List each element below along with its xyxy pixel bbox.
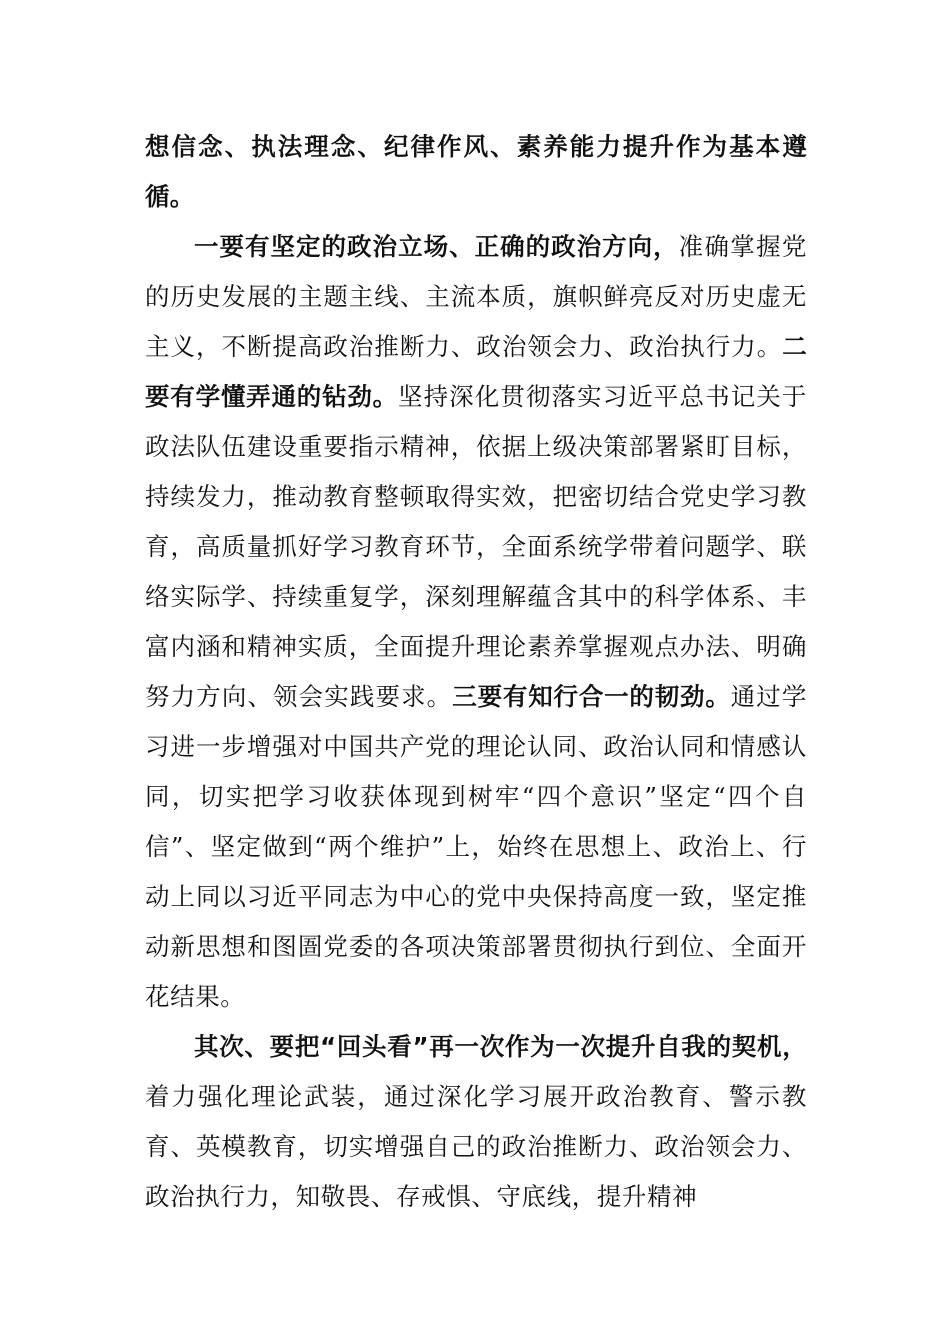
body-text: 准确掌握党的历史发展的主题主线、主流本质，旗帜鲜亮反对历史虚无主义，不断提高政治推断力、政治领会力、政治执行力。 [145,232,808,361]
body-text: 着力强化理论武装，通过深化学习展开政治教育、警示教育、英模教育，切实增强自己的政治推断力、政治领会力、政治执行力，知敬畏、存戒惧、守底线，提升精神 [145,1082,807,1211]
bold-text: 其次、要把“回头看”再一次作为一次提升自我的契机， [194,1032,807,1061]
body-text: 坚持深化贯彻落实习近平总书记关于政法队伍建设重要指示精神，依据上级决策部署紧盯目标，持续发力，推动教育整顿取得实效，把密切结合党史学习教育，高质量抓好学习教育环节，全面系统学带着问题学、联络实际学、持续重复学，深刻理解蕴含其中的科学体系、丰富内涵和精神实质，全面提升理论素养掌握观点办法、明确努力方向、领会实践要求。 [145,382,808,711]
bold-text: 想信念、执法理念、纪律作风、素养能力提升作为基本遵循。 [145,132,807,211]
body-text: 通过学习进一步增强对中国共产党的理论认同、政治认同和情感认同，切实把学习收获体现到树牢“四个意识”坚定“四个自信”、坚定做到“两个维护”上，始终在思想上、政治上、行动上同以习近平同志为中心的党中央保持高度一致，坚定推动新思想和图圄党委的各项决策部署贯彻执行到位、全面开花结果。 [145,682,807,1011]
paragraph-1 [145,122,807,222]
bold-text: 一要有坚定的政治立场、正确的政治方向， [194,232,679,261]
document-page [145,122,807,1222]
bold-text: 三要有知行合一的韧劲。 [452,682,731,711]
paragraph-2 [145,222,807,1022]
paragraph-3 [145,1022,807,1222]
bold-text: 二要有学懂弄通的钻劲。 [145,332,807,411]
